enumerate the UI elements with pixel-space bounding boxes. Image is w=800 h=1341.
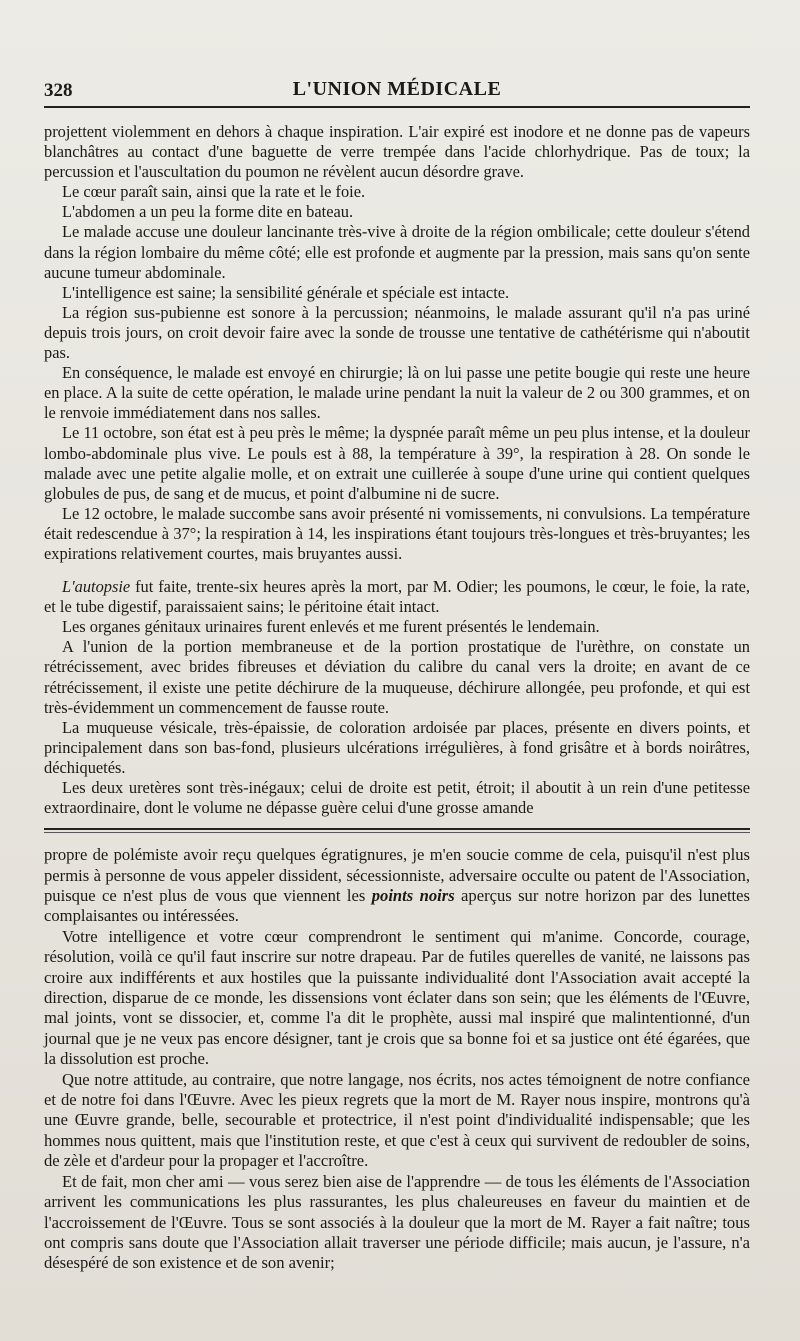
page-header bbox=[44, 74, 750, 108]
paragraph: Le malade accuse une douleur lancinante très-vive à droite de la région ombilicale; cette douleur s'étend dans la région lombaire du même côté; elle est profonde et augmente par la pression, mais sans qu'on sente aucune tumeur abdominale. bbox=[44, 222, 750, 282]
case-report-section bbox=[44, 122, 750, 818]
feuilleton-paragraph: Et de fait, mon cher ami — vous serez bien aise de l'apprendre — de tous les éléments de l'Association arrivent les communications les plus rassurantes, les plus chaleureuses en faveur du maintien et de l'accroissement de l'Œuvre. Tous se sont associés à la douleur que la mort de M. Rayer a fait naître; tous ont compris sans doute que l'Association allait traverser une période difficile; mais aucun, je l'assure, n'a désespéré de son existence et de son avenir; bbox=[44, 1171, 750, 1273]
running-title: L'UNION MÉDICALE bbox=[292, 78, 502, 100]
paragraph: La muqueuse vésicale, très-épaissie, de coloration ardoisée par places, présente en divers points, et principalement dans son bas-fond, plusieurs ulcérations irrégulières, à fond grisâtre et à bords noirâtres, déchiquetés. bbox=[44, 717, 750, 777]
feuilleton-paragraph bbox=[44, 845, 750, 927]
paragraph: Les deux uretères sont très-inégaux; celui de droite est petit, étroit; il aboutit à un rein d'une petitesse extraordinaire, dont le volume ne dépasse guère celui d'une grosse amande bbox=[44, 778, 750, 818]
page-number: 328 bbox=[44, 80, 73, 101]
paragraph: L'intelligence est saine; la sensibilité générale et spéciale est intacte. bbox=[62, 282, 510, 302]
autopsy-heading: L'autopsie bbox=[62, 577, 131, 597]
feuilleton-separator bbox=[44, 828, 750, 833]
paragraph: Le 12 octobre, le malade succombe sans avoir présenté ni vomissements, ni convulsions. La température était redescendue à 37°; la respiration à 14, les inspirations étant toujours très-longues et très-bruyantes; les expirations relativement courtes, mais bruyantes aussi. bbox=[44, 503, 750, 563]
points-noirs-emphasis: points noirs bbox=[371, 886, 455, 905]
paragraph: Le cœur paraît sain, ainsi que la rate et le foie. bbox=[62, 182, 366, 202]
paragraph: Le 11 octobre, son état est à peu près le même; la dyspnée paraît même un peu plus intense, et la douleur lombo-abdominale plus vive. Le pouls est à 88, la température à 39°, la respiration à 28. On sonde le malade avec une petite algalie molle, et on extrait une cuillerée à soupe d'une urine qui contient quelques globules de pus, de sang et de mucus, et point d'albumine ni de sucre. bbox=[44, 423, 750, 503]
paragraph: En conséquence, le malade est envoyé en chirurgie; là on lui passe une petite bougie qui reste une heure en place. A la suite de cette opération, le malade urine pendant la nuit la valeur de 2 ou 300 grammes, et on le renvoie immédiatement dans nos salles. bbox=[44, 363, 750, 423]
text-run: propre de polémiste avoir reçu quelques égratignures, je m'en soucie comme de cela, puisqu'il n'est plus permis à personne de vous appeler dissident, sécessionniste, adversaire occulte ou patent de l'Association, puisque ce n'est plus de vous que viennent les bbox=[44, 845, 750, 905]
text-run: aperçus sur notre horizon par des lunettes complaisantes ou intéressées. bbox=[44, 886, 750, 926]
feuilleton-paragraph: Que notre attitude, au contraire, que notre langage, nos écrits, nos actes témoignent de notre confiance et de notre foi dans l'Œuvre. Avec les pieux regrets que la mort de M. Rayer nous inspire, montrons qu'à une Œuvre grande, belle, secourable et protectrice, il n'est point d'individualité indispensable; que les hommes nous quittent, mais que l'institution reste, et que c'est à ceux qui survivent de redoubler de soins, de zèle et d'ardeur pour la propager et l'accroître. bbox=[44, 1069, 750, 1171]
paragraph: A l'union de la portion membraneuse et de la portion prostatique de l'urèthre, on constate un rétrécissement, avec brides fibreuses et déviation du calibre du canal vers la droite; en avant de ce rétrécissement, il existe une petite déchirure de la muqueuse, déchirure allongée, peu profonde, et qui est très-évidemment un commencement de fausse route. bbox=[44, 637, 750, 717]
paragraph: La région sus-pubienne est sonore à la percussion; néanmoins, le malade assurant qu'il n'a pas uriné depuis trois jours, on croit devoir faire avec la sonde de trousse une tentative de cathétérisme qui n'aboutit pas. bbox=[44, 302, 750, 363]
feuilleton-section bbox=[44, 845, 750, 1274]
paragraph: Les organes génitaux urinaires furent enlevés et me furent présentés le lendemain. bbox=[62, 617, 600, 637]
autopsy-paragraph bbox=[44, 577, 750, 617]
autopsy-text: fut faite, trente-six heures après la mort, par M. Odier; les poumons, le cœur, le foie, la rate, et le tube digestif, paraissaient sains; le péritoine était intact. bbox=[44, 577, 750, 617]
paragraph: L'abdomen a un peu la forme dite en bateau. bbox=[62, 202, 354, 222]
feuilleton-paragraph: Votre intelligence et votre cœur comprendront le sentiment qui m'anime. Concorde, courage, résolution, voilà ce qu'il faut inscrire sur notre drapeau. Par de futiles querelles de vanité, ne laissons pas croire aux indifférents et aux hostiles que la puissante individualité dont l'Association avait accepté la direction, disparue de ce monde, les dissensions vont éclater dans son sein; que les éléments de l'Œuvre, mal joints, vont se dissocier, et, comme l'a dit le prophète, aussi mal inspiré que malintentionné, d'un journal que je ne veux pas encore désigner, tant je crois que sa bonne foi et sa justice ont été égarées, que la dissolution est proche. bbox=[44, 926, 750, 1069]
paragraph: projettent violemment en dehors à chaque inspiration. L'air expiré est inodore et ne donne pas de vapeurs blanchâtres au contact d'une baguette de verre trempée dans l'acide chlorhydrique. Pas de toux; la percussion et l'auscultation du poumon ne révèlent aucun désordre grave. bbox=[44, 122, 750, 182]
